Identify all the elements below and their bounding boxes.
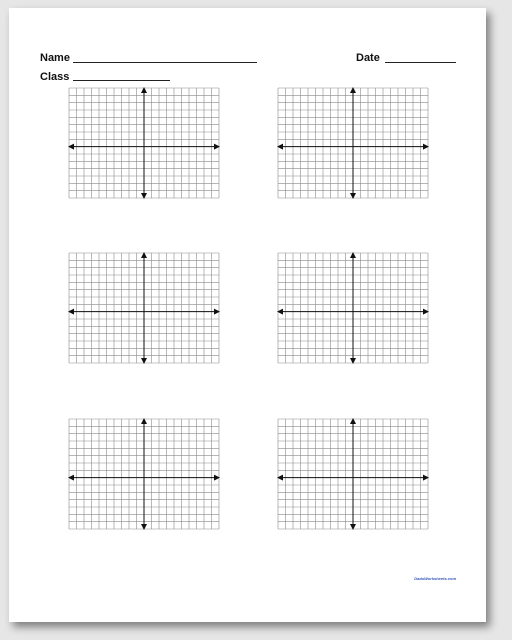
coordinate-grid-5 (66, 416, 222, 532)
grid-svg (275, 250, 431, 366)
name-field-line[interactable] (73, 62, 257, 63)
worksheet-page (9, 8, 486, 622)
class-field-line[interactable] (73, 80, 170, 81)
grid-svg (66, 85, 222, 201)
coordinate-grid-1 (66, 85, 222, 201)
grid-svg (275, 85, 431, 201)
class-label: Class (40, 71, 70, 83)
date-field-line[interactable] (385, 62, 456, 63)
coordinate-grid-6 (275, 416, 431, 532)
name-label: Name (40, 52, 70, 64)
coordinate-grid-2 (275, 85, 431, 201)
coordinate-grid-3 (66, 250, 222, 366)
grid-svg (66, 416, 222, 532)
publisher-logo: DadsWorksheets.com (414, 576, 456, 581)
grid-svg (66, 250, 222, 366)
date-label: Date (356, 52, 380, 64)
coordinate-grid-4 (275, 250, 431, 366)
grid-svg (275, 416, 431, 532)
